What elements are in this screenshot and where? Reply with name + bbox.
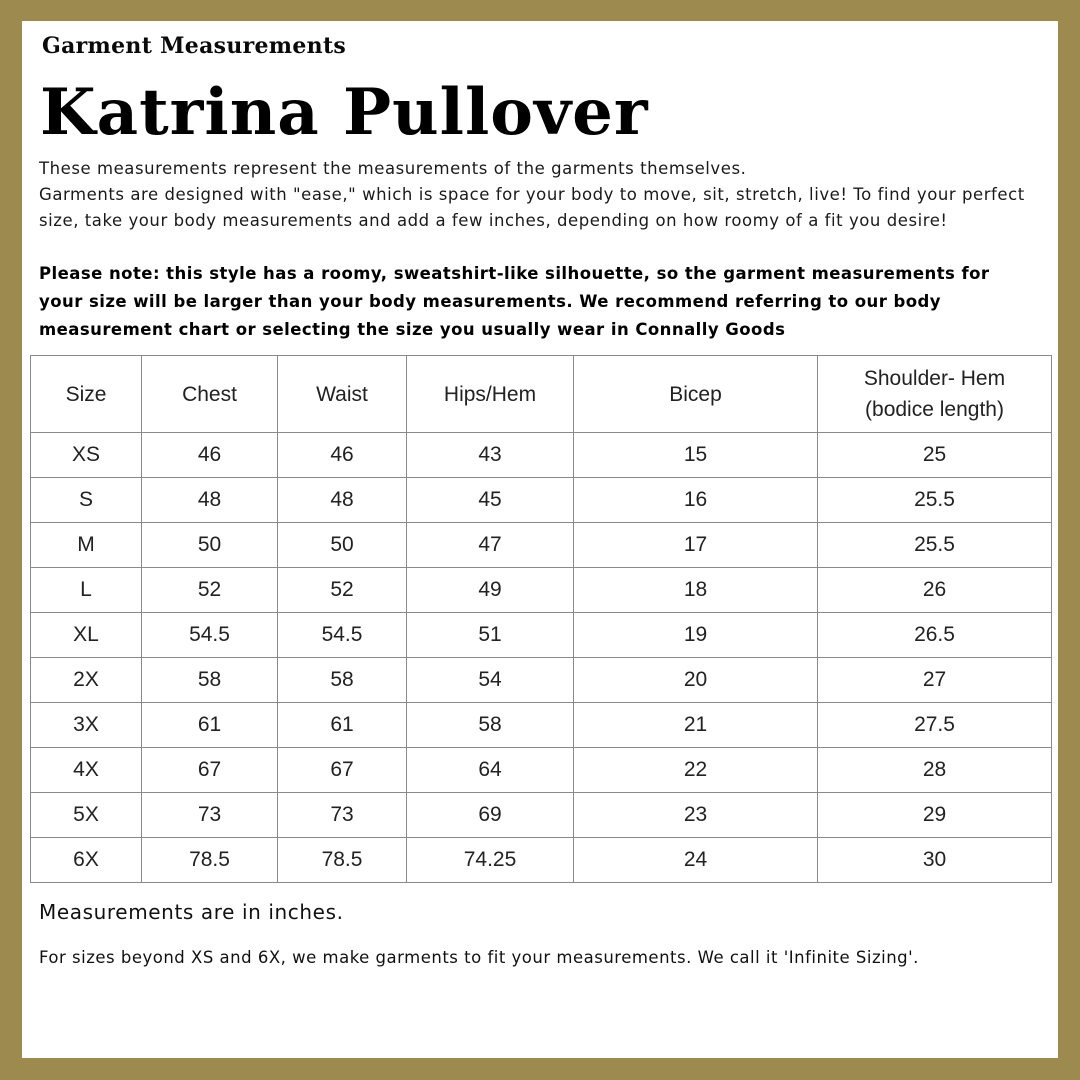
cell-shoulder-hem: 29 [818, 793, 1052, 838]
header-size: Size [31, 356, 142, 433]
intro-text [39, 156, 1039, 234]
intro-line-2: Garments are designed with "ease," which is space for your body to move, sit, stretch, live! To find your perfect size, take your body measurements and add a few inches, depending on how roomy of a fit you desire! [39, 185, 1025, 230]
cell-chest: 54.5 [142, 613, 278, 658]
header-shoulder-hem: Shoulder- Hem (bodice length) [818, 356, 1052, 433]
table-row [31, 523, 1052, 568]
cell-hips-hem: 64 [407, 748, 574, 793]
cell-hips-hem: 45 [407, 478, 574, 523]
cell-shoulder-hem: 30 [818, 838, 1052, 883]
cell-size: 4X [31, 748, 142, 793]
cell-bicep: 15 [574, 433, 818, 478]
cell-chest: 46 [142, 433, 278, 478]
header-hips-hem: Hips/Hem [407, 356, 574, 433]
cell-waist: 54.5 [278, 613, 407, 658]
cell-size: 6X [31, 838, 142, 883]
cell-chest: 52 [142, 568, 278, 613]
cell-size: 3X [31, 703, 142, 748]
cell-chest: 50 [142, 523, 278, 568]
table-row [31, 748, 1052, 793]
table-row [31, 838, 1052, 883]
cell-shoulder-hem: 25.5 [818, 523, 1052, 568]
cell-bicep: 23 [574, 793, 818, 838]
fit-note: Please note: this style has a roomy, sweatshirt-like silhouette, so the garment measurements for your size will be larger than your body measurements. We recommend referring to our body measurement chart or selecting the size you usually wear in Connally Goods [39, 264, 990, 339]
cell-bicep: 22 [574, 748, 818, 793]
intro-line-1: These measurements represent the measurements of the garments themselves. [39, 159, 747, 178]
cell-bicep: 18 [574, 568, 818, 613]
cell-shoulder-hem: 26 [818, 568, 1052, 613]
cell-chest: 58 [142, 658, 278, 703]
cell-hips-hem: 49 [407, 568, 574, 613]
table-row [31, 478, 1052, 523]
cell-hips-hem: 51 [407, 613, 574, 658]
cell-waist: 46 [278, 433, 407, 478]
cell-bicep: 17 [574, 523, 818, 568]
cell-size: XL [31, 613, 142, 658]
cell-chest: 73 [142, 793, 278, 838]
cell-hips-hem: 58 [407, 703, 574, 748]
cell-waist: 73 [278, 793, 407, 838]
eyebrow-heading: Garment Measurements [42, 33, 347, 59]
cell-hips-hem: 43 [407, 433, 574, 478]
cell-waist: 61 [278, 703, 407, 748]
page-title: Katrina Pullover [40, 75, 649, 150]
infinite-sizing-note: For sizes beyond XS and 6X, we make garments to fit your measurements. We call it 'Infinite Sizing'. [39, 948, 919, 967]
cell-waist: 50 [278, 523, 407, 568]
cell-waist: 78.5 [278, 838, 407, 883]
cell-size: M [31, 523, 142, 568]
cell-shoulder-hem: 28 [818, 748, 1052, 793]
cell-shoulder-hem: 27 [818, 658, 1052, 703]
cell-waist: 58 [278, 658, 407, 703]
cell-shoulder-hem: 25.5 [818, 478, 1052, 523]
cell-size: S [31, 478, 142, 523]
header-waist: Waist [278, 356, 407, 433]
cell-hips-hem: 69 [407, 793, 574, 838]
table-row [31, 613, 1052, 658]
size-chart-table [30, 355, 1052, 883]
table-row [31, 433, 1052, 478]
table-row [31, 568, 1052, 613]
table-header-row [31, 356, 1052, 433]
cell-chest: 48 [142, 478, 278, 523]
cell-chest: 67 [142, 748, 278, 793]
cell-bicep: 16 [574, 478, 818, 523]
cell-size: 5X [31, 793, 142, 838]
cell-bicep: 24 [574, 838, 818, 883]
header-chest: Chest [142, 356, 278, 433]
cell-waist: 67 [278, 748, 407, 793]
cell-bicep: 19 [574, 613, 818, 658]
cell-hips-hem: 47 [407, 523, 574, 568]
units-note: Measurements are in inches. [39, 900, 344, 924]
cell-size: XS [31, 433, 142, 478]
cell-shoulder-hem: 26.5 [818, 613, 1052, 658]
cell-waist: 52 [278, 568, 407, 613]
measurement-card [22, 21, 1058, 1058]
cell-bicep: 20 [574, 658, 818, 703]
cell-bicep: 21 [574, 703, 818, 748]
cell-hips-hem: 74.25 [407, 838, 574, 883]
cell-waist: 48 [278, 478, 407, 523]
table-body [31, 433, 1052, 883]
table-row [31, 793, 1052, 838]
cell-hips-hem: 54 [407, 658, 574, 703]
cell-size: 2X [31, 658, 142, 703]
cell-size: L [31, 568, 142, 613]
table-row [31, 658, 1052, 703]
cell-chest: 61 [142, 703, 278, 748]
cell-chest: 78.5 [142, 838, 278, 883]
table-row [31, 703, 1052, 748]
cell-shoulder-hem: 25 [818, 433, 1052, 478]
header-bicep: Bicep [574, 356, 818, 433]
cell-shoulder-hem: 27.5 [818, 703, 1052, 748]
